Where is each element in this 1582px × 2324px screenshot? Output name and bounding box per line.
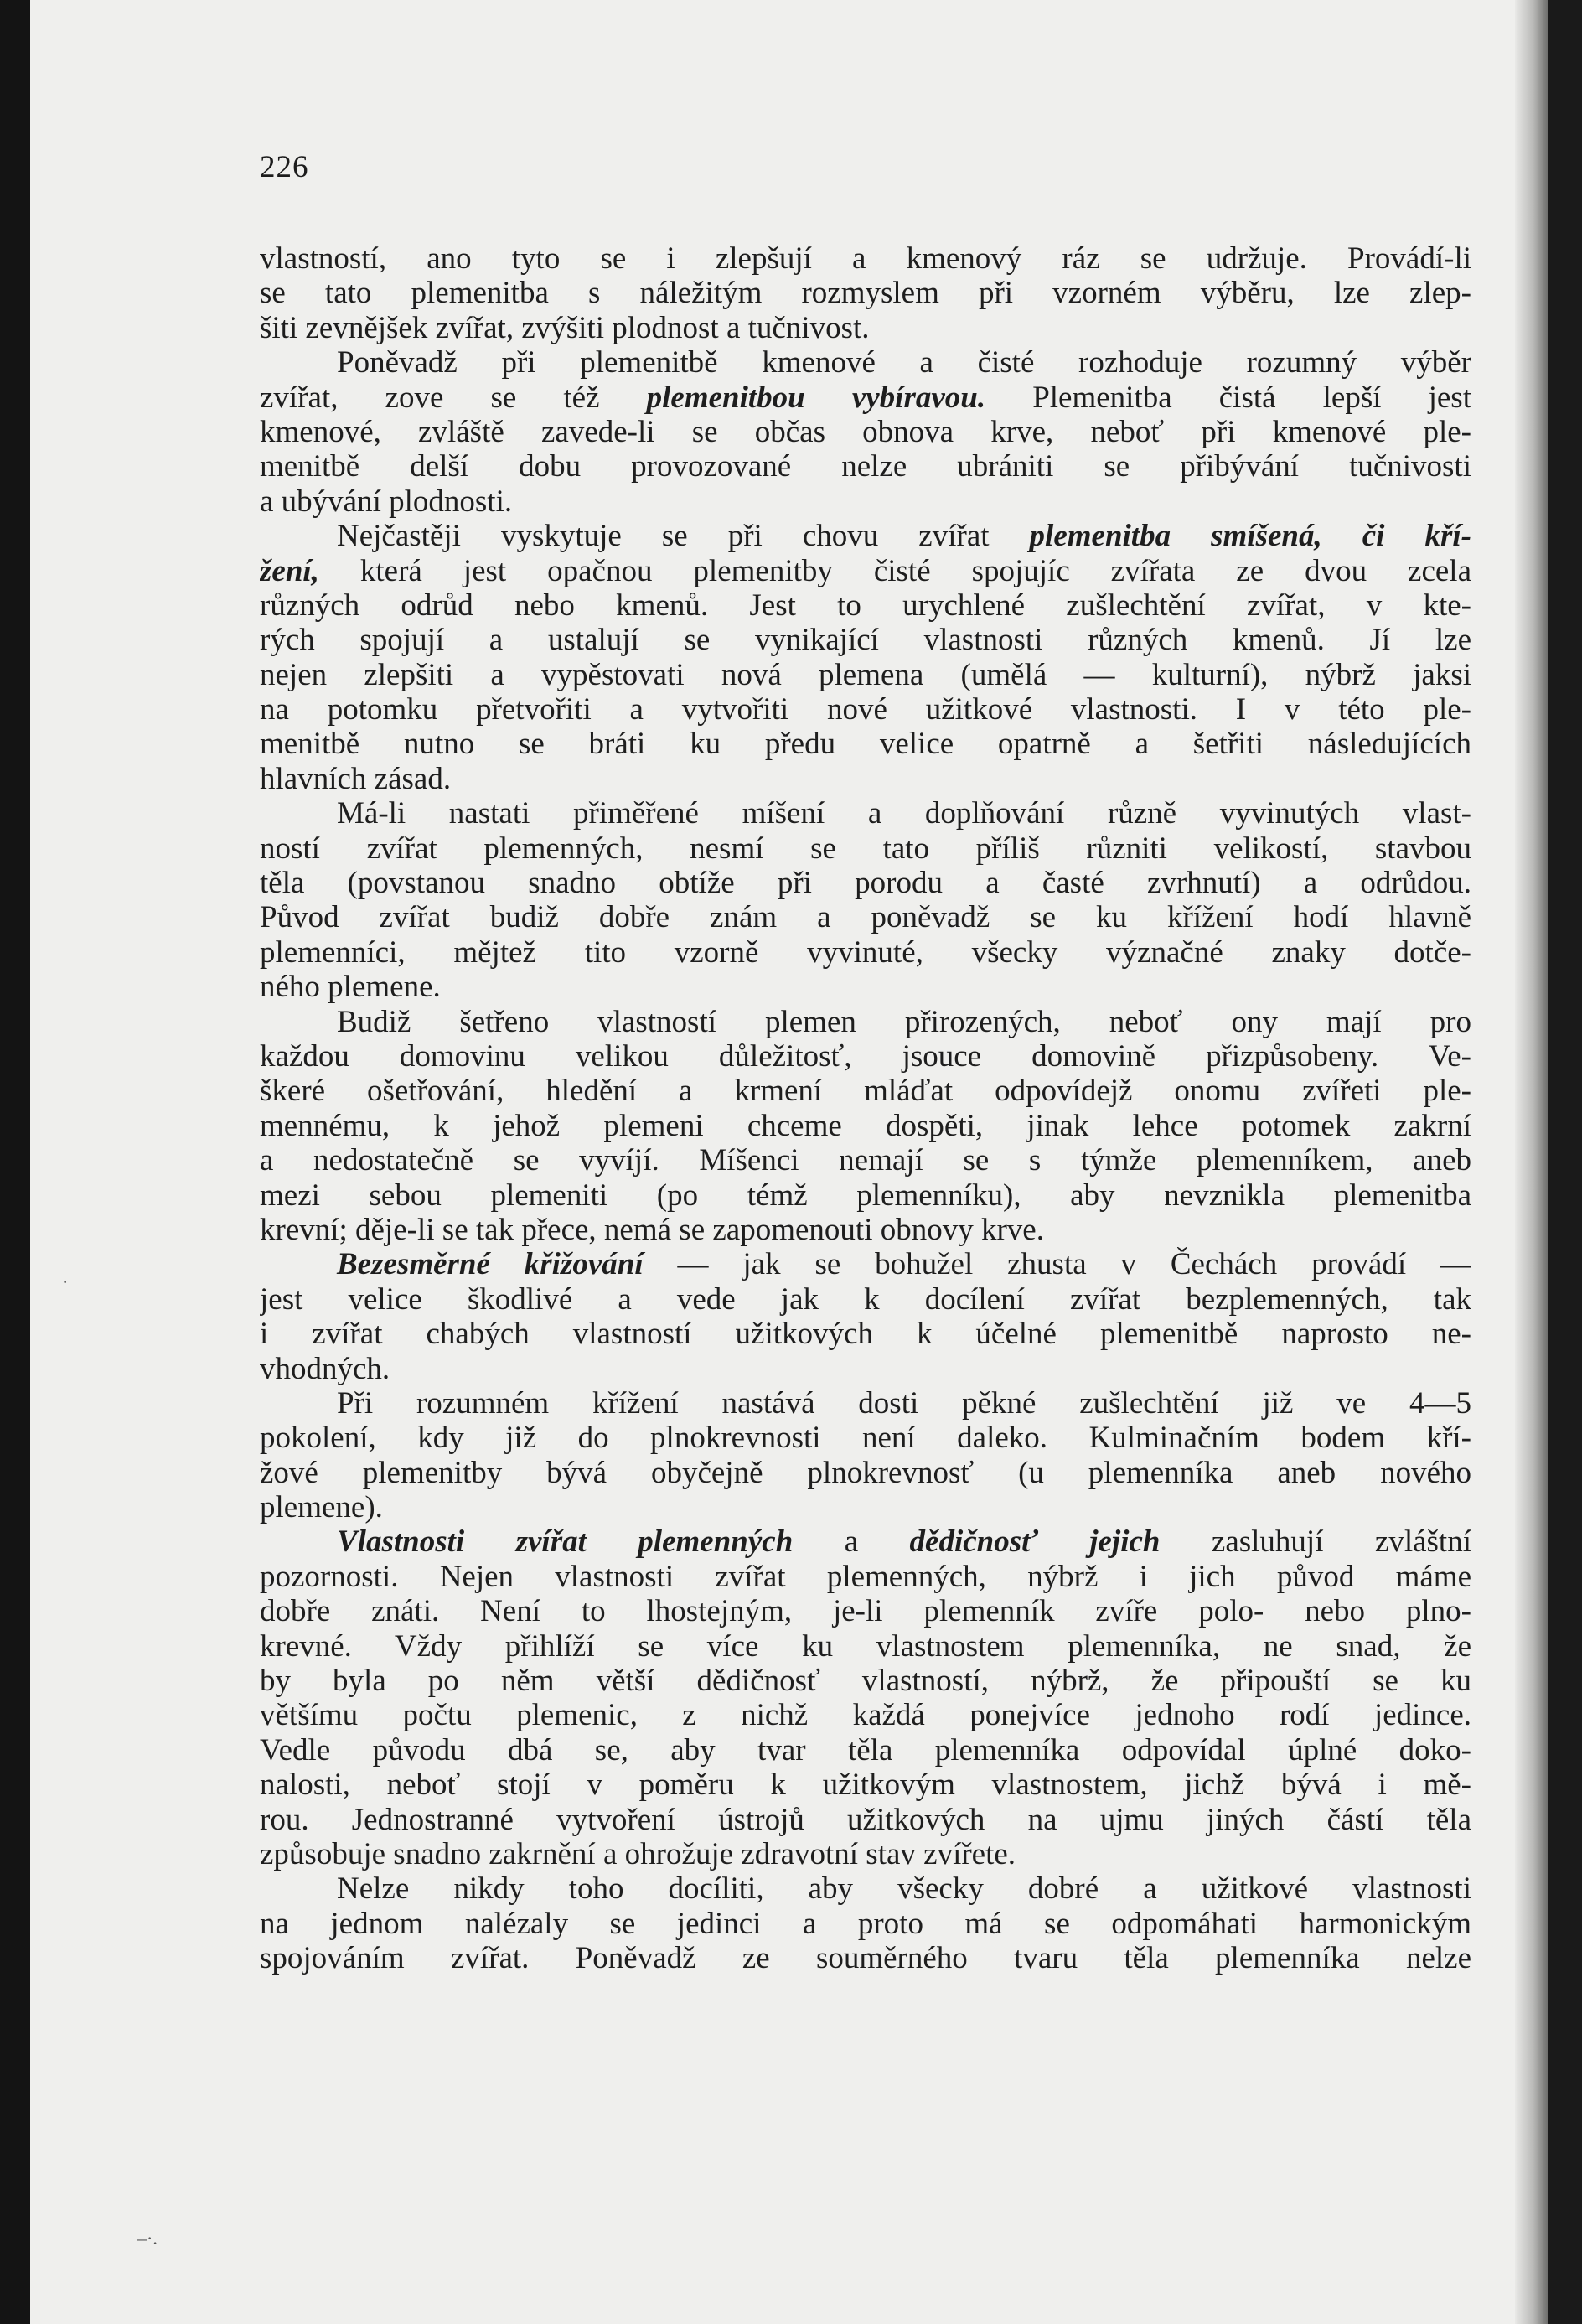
text-line	[260, 588, 1471, 623]
text-line	[260, 1039, 1471, 1074]
text-run: jest velice škodlivé a vede jak k docílení zvířat bezplemenných, tak	[260, 1281, 1471, 1317]
text-run: — jak se bohužel zhusta v Čechách provádí —	[643, 1247, 1471, 1282]
text-run: na jednom nalézaly se jedinci a proto má se odpomáhati harmonickým	[260, 1906, 1471, 1941]
text-run: Nejčastěji vyskytuje se při chovu zvířat	[337, 519, 1030, 554]
text-run: většímu počtu plemenic, z nichž každá ponejvíce jednoho rodí jedince.	[260, 1698, 1471, 1733]
text-run: způsobuje snadno zakrnění a ohrožuje zdravotní stav zvířete.	[260, 1836, 1016, 1871]
text-run: Plemenitba čistá lepší jest	[985, 380, 1471, 415]
text-line	[260, 1005, 1471, 1039]
text-line	[260, 241, 1471, 276]
text-run: plemene).	[260, 1490, 383, 1525]
text-run: na potomku přetvořiti a vytvořiti nové užitkové vlastnosti. I v této ple-	[260, 692, 1471, 727]
text-run: ného plemene.	[260, 970, 441, 1005]
text-line	[260, 1421, 1471, 1455]
text-run: Původ zvířat budiž dobře znám a poněvadž se ku křížení hodí hlavně	[260, 900, 1471, 935]
text-line	[260, 1560, 1471, 1594]
text-line	[260, 727, 1471, 761]
margin-mark: ·	[62, 1271, 69, 1292]
text-run: nalosti, neboť stojí v poměru k užitkovým vlastnostem, jichž bývá i mě-	[260, 1768, 1471, 1803]
text-line	[260, 1386, 1471, 1421]
text-line	[260, 449, 1471, 484]
text-line	[260, 276, 1471, 310]
text-line	[260, 1456, 1471, 1490]
text-run: a nedostatečně se vyvíjí. Míšenci nemají se s týmže plemenníkem, aneb	[260, 1143, 1471, 1178]
text-line	[260, 762, 1471, 796]
scan-edge	[0, 0, 30, 2324]
text-run: hlavních zásad.	[260, 761, 452, 796]
text-run: Poněvadž při plemenitbě kmenové a čisté rozhoduje rozumný výběr	[337, 345, 1471, 380]
text-run: Při rozumném křížení nastává dosti pěkné zušlechtění již ve 4—5	[337, 1385, 1471, 1421]
text-line	[260, 658, 1471, 692]
text-line	[260, 519, 1471, 553]
text-line	[260, 796, 1471, 831]
text-line	[260, 900, 1471, 934]
text-run: spojováním zvířat. Poněvadž ze souměrného tvaru těla plemenníka nelze	[260, 1941, 1471, 1976]
text-line	[260, 1178, 1471, 1213]
text-line	[260, 1352, 1471, 1386]
text-line	[260, 1524, 1471, 1559]
text-line	[260, 1803, 1471, 1837]
text-line	[260, 1490, 1471, 1524]
text-line	[260, 1907, 1471, 1941]
page-number: 226	[260, 150, 309, 184]
text-run: kmenové, zvláště zavede-li se občas obnova krve, neboť při kmenové ple-	[260, 414, 1471, 449]
text-run: zasluhují zvláštní	[1160, 1524, 1471, 1560]
text-run: Nelze nikdy toho docíliti, aby všecky dobré a užitkové vlastnosti	[337, 1871, 1471, 1907]
emphasized-term: plemenitbou vybíravou.	[646, 380, 986, 415]
text-run: menitbě delší dobu provozované nelze ubrániti se přibývání tučnivosti	[260, 449, 1471, 484]
text-line	[260, 415, 1471, 449]
emphasized-term: dědičnosť jejich	[909, 1524, 1161, 1560]
text-line	[260, 1594, 1471, 1628]
text-run: dobře znáti. Není to lhostejným, je-li plemenník zvíře polo- nebo plno-	[260, 1594, 1471, 1629]
text-run: různých odrůd nebo kmenů. Jest to urychlené zušlechtění zvířat, v kte-	[260, 587, 1471, 623]
text-run: krevné. Vždy přihlíží se více ku vlastnostem plemenníka, ne snad, že	[260, 1628, 1471, 1664]
text-run: škeré ošetřování, hledění a krmení mláďat odpovídejž onomu zvířeti ple-	[260, 1074, 1471, 1109]
text-line	[260, 345, 1471, 380]
text-run: pozornosti. Nejen vlastnosti zvířat plemenných, nýbrž i jich původ máme	[260, 1559, 1471, 1594]
text-line	[260, 1733, 1471, 1768]
text-line	[260, 1143, 1471, 1178]
text-line	[260, 1282, 1471, 1317]
text-line	[260, 866, 1471, 900]
text-run: a ubývání plodnosti.	[260, 484, 513, 519]
text-run: rých spojují a ustalují se vynikající vlastnosti různých kmenů. Jí lze	[260, 623, 1471, 658]
text-line	[260, 970, 1471, 1004]
text-run: nejen zlepšiti a vypěstovati nová plemena (umělá — kulturní), nýbrž jaksi	[260, 657, 1471, 692]
margin-mark: –·.	[137, 2228, 158, 2249]
text-run: a	[793, 1524, 910, 1560]
text-line	[260, 935, 1471, 970]
book-page	[30, 0, 1548, 2324]
text-line	[260, 1837, 1471, 1871]
text-line	[260, 1698, 1471, 1732]
text-line	[260, 692, 1471, 727]
emphasized-term: Bezesměrné křižování	[337, 1247, 644, 1282]
text-line	[260, 1941, 1471, 1975]
text-line	[260, 1664, 1471, 1698]
body-text	[260, 241, 1471, 1976]
text-line	[260, 831, 1471, 866]
text-line	[260, 311, 1471, 345]
text-line	[260, 484, 1471, 519]
text-line	[260, 380, 1471, 415]
text-run: plemenníci, mějtež tito vzorně vyvinuté, všecky význačné znaky dotče-	[260, 934, 1471, 970]
text-run: i zvířat chabých vlastností užitkových k účelné plemenitbě naprosto ne-	[260, 1317, 1471, 1352]
text-run: by byla po něm větší dědičnosť vlastností, nýbrž, že připouští se ku	[260, 1664, 1471, 1699]
emphasized-term: plemenitba smíšená, či kří-	[1029, 519, 1471, 554]
text-run: která jest opačnou plemenitby čisté spojujíc zvířata ze dvou zcela	[318, 553, 1471, 588]
text-run: rou. Jednostranné vytvoření ústrojů užitkových na ujmu jiných částí těla	[260, 1802, 1471, 1837]
emphasized-term: Vlastnosti zvířat plemenných	[337, 1524, 794, 1560]
text-line	[260, 1871, 1471, 1906]
text-run: menitbě nutno se bráti ku předu velice opatrně a šetřiti následujících	[260, 727, 1471, 762]
text-line	[260, 1629, 1471, 1664]
text-run: každou domovinu velikou důležitosť, jsouce domovině přizpůsobeny. Ve-	[260, 1038, 1471, 1074]
text-line	[260, 623, 1471, 657]
text-line	[260, 1247, 1471, 1281]
text-line	[260, 554, 1471, 588]
text-run: Má-li nastati přiměřené míšení a doplňování různě vyvinutých vlast-	[337, 796, 1471, 831]
text-run: pokolení, kdy již do plnokrevnosti není daleko. Kulminačním bodem kří-	[260, 1421, 1471, 1456]
text-run: ností zvířat plemenných, nesmí se tato příliš různiti velikostí, stavbou	[260, 831, 1471, 866]
text-line	[260, 1109, 1471, 1143]
text-run: Budiž šetřeno vlastností plemen přirozených, neboť ony mají pro	[337, 1004, 1471, 1039]
text-run: krevní; děje-li se tak přece, nemá se zapomenouti obnovy krve.	[260, 1212, 1044, 1247]
text-run: se tato plemenitba s náležitým rozmyslem při vzorném výběru, lze zlep-	[260, 276, 1471, 311]
text-run: zvířat, zove se též	[260, 380, 647, 415]
text-run: vlastností, ano tyto se i zlepšují a kmenový ráz se udržuje. Provádí-li	[260, 241, 1471, 276]
emphasized-term: žení,	[260, 553, 319, 588]
text-run: žové plemenitby bývá obyčejně plnokrevnosť (u plemenníka aneb nového	[260, 1455, 1471, 1490]
text-run: vhodných.	[260, 1351, 390, 1386]
text-line	[260, 1768, 1471, 1802]
text-run: Vedle původu dbá se, aby tvar těla plemenníka odpovídal úplné doko-	[260, 1732, 1471, 1768]
text-run: šiti zevnějšek zvířat, zvýšiti plodnost a tučnivost.	[260, 310, 870, 345]
text-line	[260, 1074, 1471, 1108]
text-run: mezi sebou plemeniti (po témž plemenníku), aby nevznikla plemenitba	[260, 1178, 1471, 1213]
page-spine-shadow	[1515, 0, 1548, 2324]
text-run: těla (povstanou snadno obtíže při porodu a časté zvrhnutí) a odrůdou.	[260, 866, 1471, 901]
text-run: mennému, k jehož plemeni chceme dospěti, jinak lehce potomek zakrní	[260, 1108, 1471, 1143]
text-line	[260, 1317, 1471, 1351]
text-line	[260, 1213, 1471, 1247]
